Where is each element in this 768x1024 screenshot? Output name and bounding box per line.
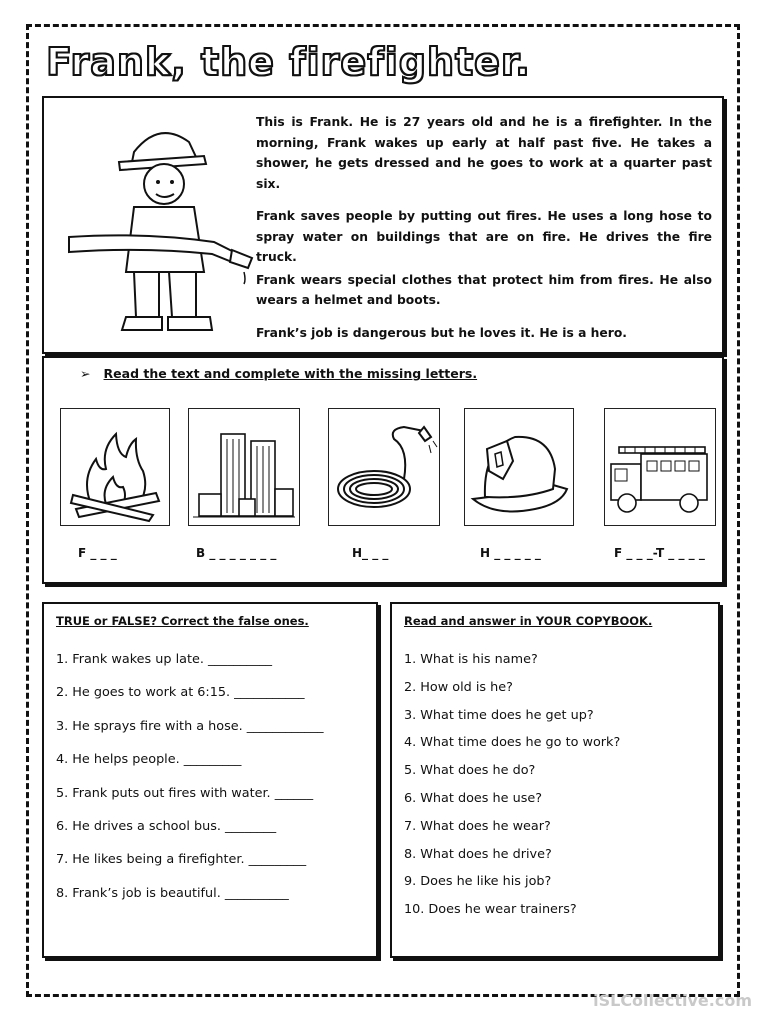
list-item: 3. He sprays fire with a hose. ____________	[56, 718, 324, 734]
picture-hose	[328, 408, 440, 526]
firefighter-illustration	[64, 112, 254, 342]
list-item: 2. He goes to work at 6:15. ___________	[56, 685, 305, 701]
arrow-bullet-icon: ➢	[80, 366, 91, 381]
instruction-text: Read the text and complete with the missing letters.	[103, 366, 478, 381]
blank-fire-truck: F _ _ _-T _ _ _ _	[614, 546, 705, 560]
fire-icon	[61, 409, 169, 525]
list-item: 1. What is his name?	[404, 652, 538, 667]
reading-paragraph-2: Frank saves people by putting out fires. He uses a long hose to spray water on buildings that are on fire. He drives the fire truck.	[256, 209, 712, 264]
picture-buildings	[188, 408, 300, 526]
list-item: 3. What time does he get up?	[404, 707, 594, 723]
buildings-icon	[189, 409, 299, 525]
questions-list	[404, 652, 620, 930]
list-item: 9. Does he like his job?	[404, 874, 552, 890]
questions-title: Read and answer in YOUR COPYBOOK.	[404, 614, 653, 628]
list-item: 5. Frank puts out fires with water. ______	[56, 785, 314, 801]
list-item: 10. Does he wear trainers?	[404, 902, 577, 918]
reading-text	[256, 112, 712, 355]
page-title: Frank, the firefighter.	[46, 40, 531, 84]
questions-box	[390, 602, 720, 958]
reading-paragraph-3: Frank wears special clothes that protect him from fires. He also wears a helmet and boots.	[256, 272, 712, 307]
list-item: 1. Frank wakes up late. __________	[56, 652, 272, 667]
helmet-icon	[465, 409, 573, 525]
picture-fire	[60, 408, 170, 526]
blank-helmet: H _ _ _ _ _	[480, 546, 541, 560]
reading-paragraph-1: This is Frank. He is 27 years old and he is a firefighter. In the morning, Frank wakes up early at half past five. He takes a shower, he gets dressed and he goes to work at a quarter past six.	[256, 115, 712, 191]
list-item: 7. He likes being a firefighter. _________	[56, 852, 307, 868]
true-false-box	[42, 602, 378, 958]
list-item: 7. What does he wear?	[404, 818, 551, 834]
blank-fire: F _ _ _	[78, 546, 117, 560]
picture-fire-truck	[604, 408, 716, 526]
missing-letters-box	[42, 356, 724, 584]
blank-buildings: B _ _ _ _ _ _ _	[196, 546, 277, 560]
list-item: 6. He drives a school bus. ________	[56, 818, 277, 834]
picture-helmet	[464, 408, 574, 526]
list-item: 8. Frank’s job is beautiful. __________	[56, 885, 289, 901]
list-item: 5. What does he do?	[404, 763, 536, 779]
missing-letters-instruction	[80, 366, 477, 381]
true-false-list	[56, 652, 324, 919]
reading-paragraph-4: Frank’s job is dangerous but he loves it. He is a hero.	[256, 325, 627, 340]
list-item: 2. How old is he?	[404, 679, 513, 695]
watermark: iSLCollective.com	[593, 991, 752, 1010]
blank-hose: H_ _ _	[352, 546, 389, 560]
list-item: 6. What does he use?	[404, 790, 543, 806]
fire-truck-icon	[605, 409, 715, 525]
list-item: 8. What does he drive?	[404, 846, 552, 862]
list-item: 4. What time does he go to work?	[404, 735, 621, 751]
true-false-title: TRUE or FALSE? Correct the false ones.	[56, 614, 309, 628]
hose-icon	[329, 409, 439, 525]
reading-box	[42, 96, 724, 354]
list-item: 4. He helps people. _________	[56, 752, 242, 768]
